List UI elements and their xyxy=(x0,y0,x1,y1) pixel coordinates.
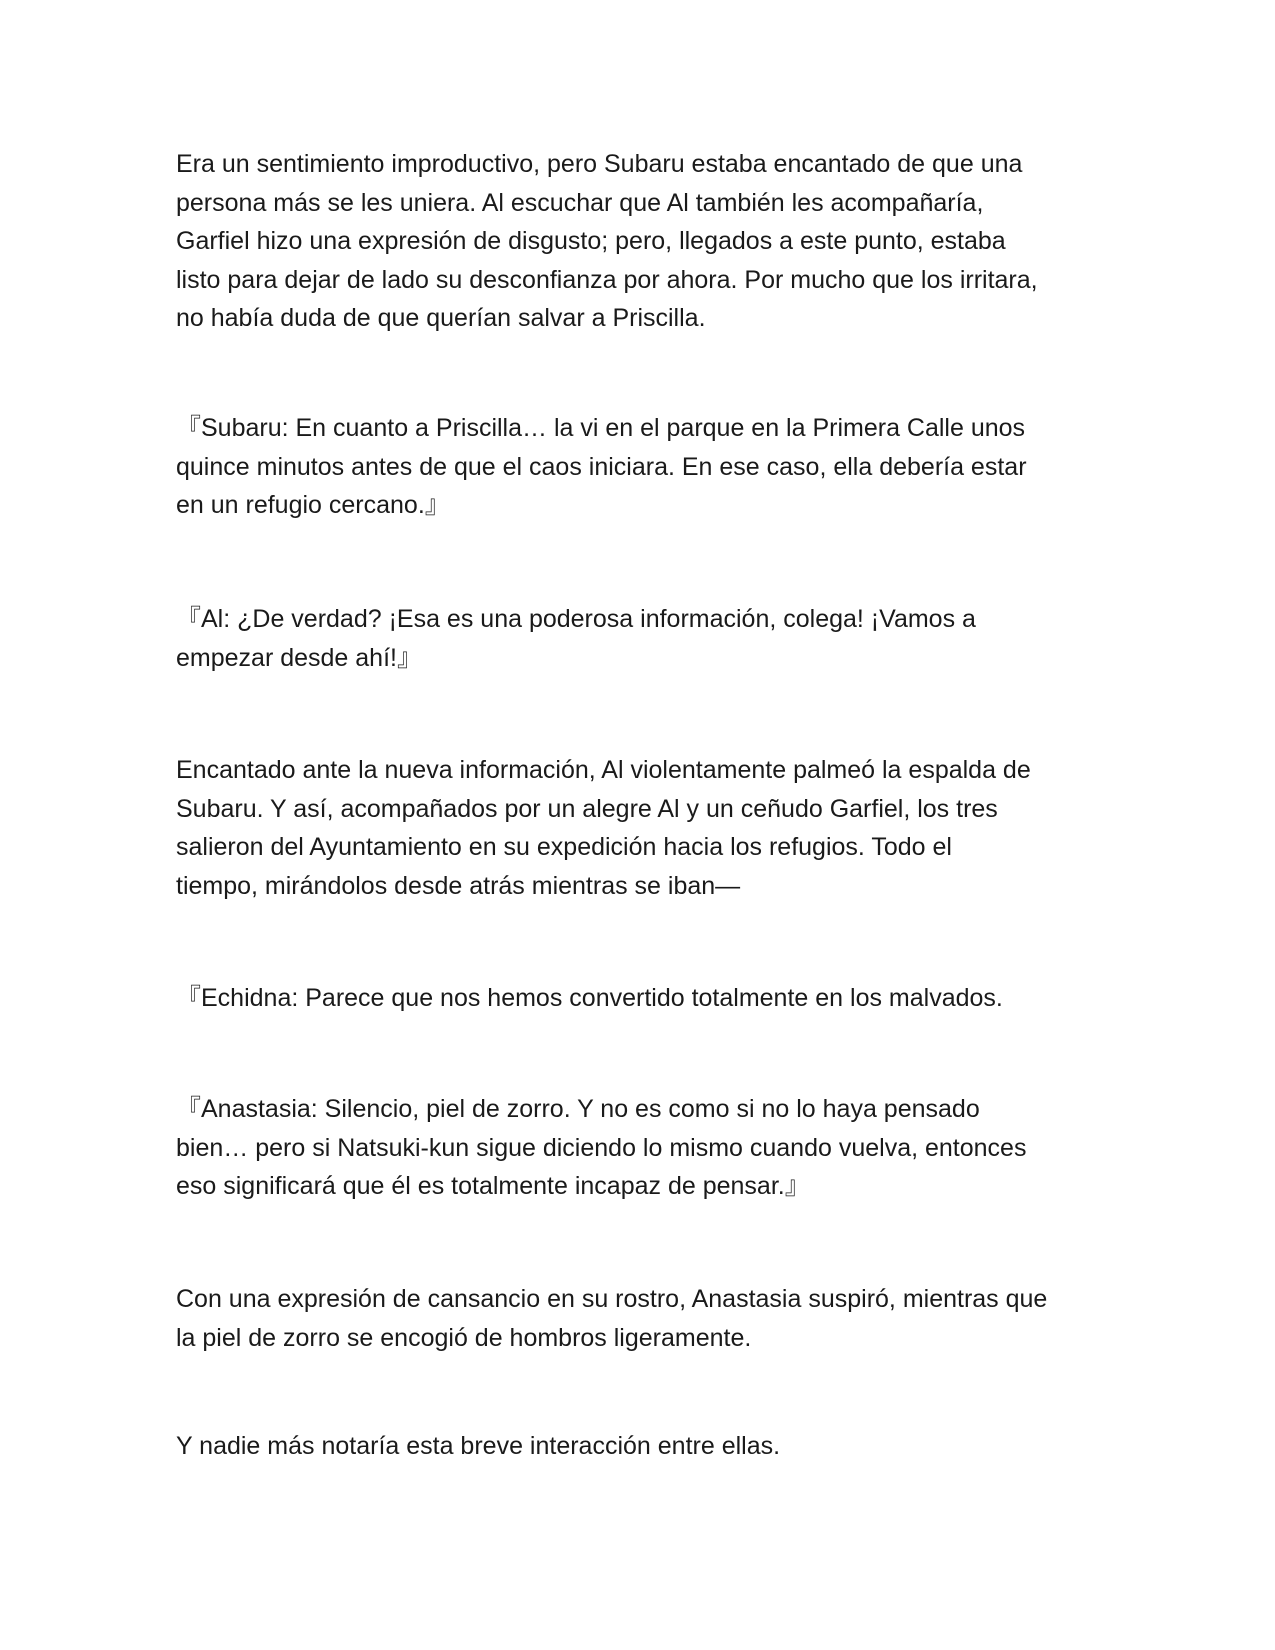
text-line: en un refugio cercano.』 xyxy=(176,491,450,519)
text-line: bien… pero si Natsuki-kun sigue diciendo lo mismo cuando vuelva, entonces xyxy=(176,1133,1027,1162)
text-line: eso significará que él es totalmente incapaz de pensar.』 xyxy=(176,1172,810,1200)
text-line: 『Al: ¿De verdad? ¡Esa es una poderosa información, colega! ¡Vamos a xyxy=(176,605,976,633)
paragraph-1 xyxy=(176,145,1116,338)
paragraph-4 xyxy=(176,1427,1116,1466)
text-line: Y nadie más notaría esta breve interacción entre ellas. xyxy=(176,1432,781,1460)
text-line: listo para dejar de lado su desconfianza por ahora. Por mucho que los irritara, xyxy=(176,265,1038,294)
text-line: quince minutos antes de que el caos iniciara. En ese caso, ella debería estar xyxy=(176,452,1027,481)
text-line: Subaru. Y así, acompañados por un alegre Al y un ceñudo Garfiel, los tres xyxy=(176,794,998,823)
text-line: la piel de zorro se encogió de hombros ligeramente. xyxy=(176,1323,752,1352)
dialogue-al xyxy=(176,600,1116,677)
text-line: tiempo, mirándolos desde atrás mientras se iban— xyxy=(176,871,741,900)
dialogue-echidna xyxy=(176,979,1116,1018)
text-line: 『Subaru: En cuanto a Priscilla… la vi en el parque en la Primera Calle unos xyxy=(176,414,1026,442)
paragraph-3 xyxy=(176,1280,1116,1357)
paragraph-2 xyxy=(176,751,1116,905)
text-line: Con una expresión de cansancio en su rostro, Anastasia suspiró, mientras que xyxy=(176,1285,1048,1313)
text-line: Garfiel hizo una expresión de disgusto; pero, llegados a este punto, estaba xyxy=(176,227,1006,255)
dialogue-subaru xyxy=(176,409,1116,525)
text-line: 『Anastasia: Silencio, piel de zorro. Y no es como si no lo haya pensado xyxy=(176,1095,980,1123)
text-line: persona más se les uniera. Al escuchar que Al también les acompañaría, xyxy=(176,188,984,217)
text-line: no había duda de que querían salvar a Priscilla. xyxy=(176,304,706,332)
text-line: salieron del Ayuntamiento en su expedición hacia los refugios. Todo el xyxy=(176,833,952,861)
text-line: 『Echidna: Parece que nos hemos convertido totalmente en los malvados. xyxy=(176,984,1003,1012)
text-line: empezar desde ahí!』 xyxy=(176,643,422,672)
dialogue-anastasia xyxy=(176,1090,1116,1206)
text-line: Encantado ante la nueva información, Al violentamente palmeó la espalda de xyxy=(176,756,1031,784)
text-line: Era un sentimiento improductivo, pero Subaru estaba encantado de que una xyxy=(176,150,1023,178)
